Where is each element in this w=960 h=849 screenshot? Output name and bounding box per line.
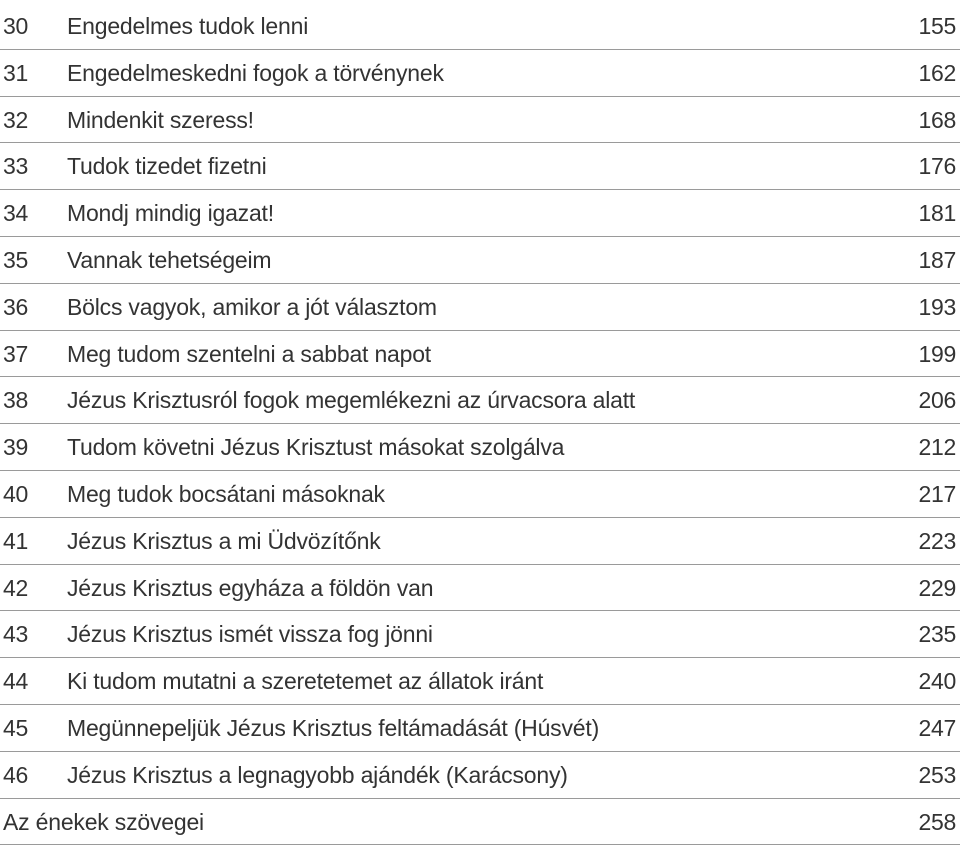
- toc-row-37: [0, 331, 960, 378]
- page-number: 212: [918, 434, 956, 461]
- lesson-number: 32: [3, 106, 28, 133]
- lesson-number: 44: [3, 668, 28, 695]
- lesson-title: Jézus Krisztusról fogok megemlékezni az úrvacsora alatt: [67, 387, 636, 414]
- lesson-number: 40: [3, 480, 28, 507]
- page-number: 235: [918, 621, 956, 648]
- lesson-title: Megünnepeljük Jézus Krisztus feltámadását (Húsvét): [67, 714, 600, 741]
- lesson-title: Meg tudom szentelni a sabbat napot: [67, 340, 431, 367]
- lesson-number: 33: [3, 153, 28, 180]
- toc-row-36: [0, 284, 960, 331]
- lesson-title: Jézus Krisztus egyháza a földön van: [67, 574, 434, 601]
- lesson-number: 38: [3, 387, 28, 414]
- page-number: 229: [918, 574, 956, 601]
- lesson-title: Mindenkit szeress!: [67, 106, 254, 133]
- page-number: 253: [918, 761, 956, 788]
- lesson-number: 43: [3, 621, 28, 648]
- toc-row-40: [0, 471, 960, 518]
- page-number: 199: [918, 340, 956, 367]
- toc-row-44: [0, 658, 960, 705]
- lesson-title: Jézus Krisztus a mi Üdvözítőnk: [67, 527, 381, 554]
- lesson-title: Mondj mindig igazat!: [67, 200, 274, 227]
- lesson-title: Meg tudok bocsátani másoknak: [67, 480, 385, 507]
- page-number: 217: [918, 480, 956, 507]
- page-number: 155: [918, 13, 956, 39]
- page-number: 206: [918, 387, 956, 414]
- page-number: 247: [918, 714, 956, 741]
- toc-row-38: [0, 377, 960, 424]
- toc-row-34: [0, 190, 960, 237]
- toc-row-43: [0, 611, 960, 658]
- table-of-contents: [0, 3, 960, 845]
- toc-row-30: [0, 3, 960, 50]
- lesson-number: 34: [3, 200, 28, 227]
- lesson-number: 46: [3, 761, 28, 788]
- lesson-title: Bölcs vagyok, amikor a jót választom: [67, 293, 437, 320]
- lesson-number: 45: [3, 714, 28, 741]
- page-number: 187: [918, 246, 956, 273]
- page-number: 223: [918, 527, 956, 554]
- toc-row-song-lyrics: [0, 799, 960, 846]
- lesson-title: Tudom követni Jézus Krisztust másokat szolgálva: [67, 434, 565, 461]
- toc-row-42: [0, 565, 960, 612]
- lesson-title: Engedelmeskedni fogok a törvénynek: [67, 59, 444, 86]
- toc-row-41: [0, 518, 960, 565]
- appendix-title: Az énekek szövegei: [3, 808, 204, 835]
- page-number: 181: [918, 200, 956, 227]
- lesson-number: 35: [3, 246, 28, 273]
- lesson-number: 41: [3, 527, 28, 554]
- lesson-number: 30: [3, 13, 28, 39]
- page-number: 176: [918, 153, 956, 180]
- page-number: 193: [918, 293, 956, 320]
- page-number: 258: [918, 808, 956, 835]
- toc-row-45: [0, 705, 960, 752]
- lesson-number: 36: [3, 293, 28, 320]
- toc-row-35: [0, 237, 960, 284]
- page-number: 168: [918, 106, 956, 133]
- lesson-title: Engedelmes tudok lenni: [67, 13, 309, 39]
- lesson-title: Ki tudom mutatni a szeretetemet az állatok iránt: [67, 668, 544, 695]
- lesson-number: 42: [3, 574, 28, 601]
- lesson-number: 37: [3, 340, 28, 367]
- toc-row-33: [0, 143, 960, 190]
- lesson-title: Jézus Krisztus a legnagyobb ajándék (Karácsony): [67, 761, 568, 788]
- lesson-title: Jézus Krisztus ismét vissza fog jönni: [67, 621, 433, 648]
- toc-row-31: [0, 50, 960, 97]
- lesson-title: Tudok tizedet fizetni: [67, 153, 267, 180]
- page-number: 240: [918, 668, 956, 695]
- lesson-number: 39: [3, 434, 28, 461]
- page-number: 162: [918, 59, 956, 86]
- toc-row-39: [0, 424, 960, 471]
- toc-row-46: [0, 752, 960, 799]
- lesson-number: 31: [3, 59, 28, 86]
- lesson-title: Vannak tehetségeim: [67, 246, 272, 273]
- toc-row-32: [0, 97, 960, 144]
